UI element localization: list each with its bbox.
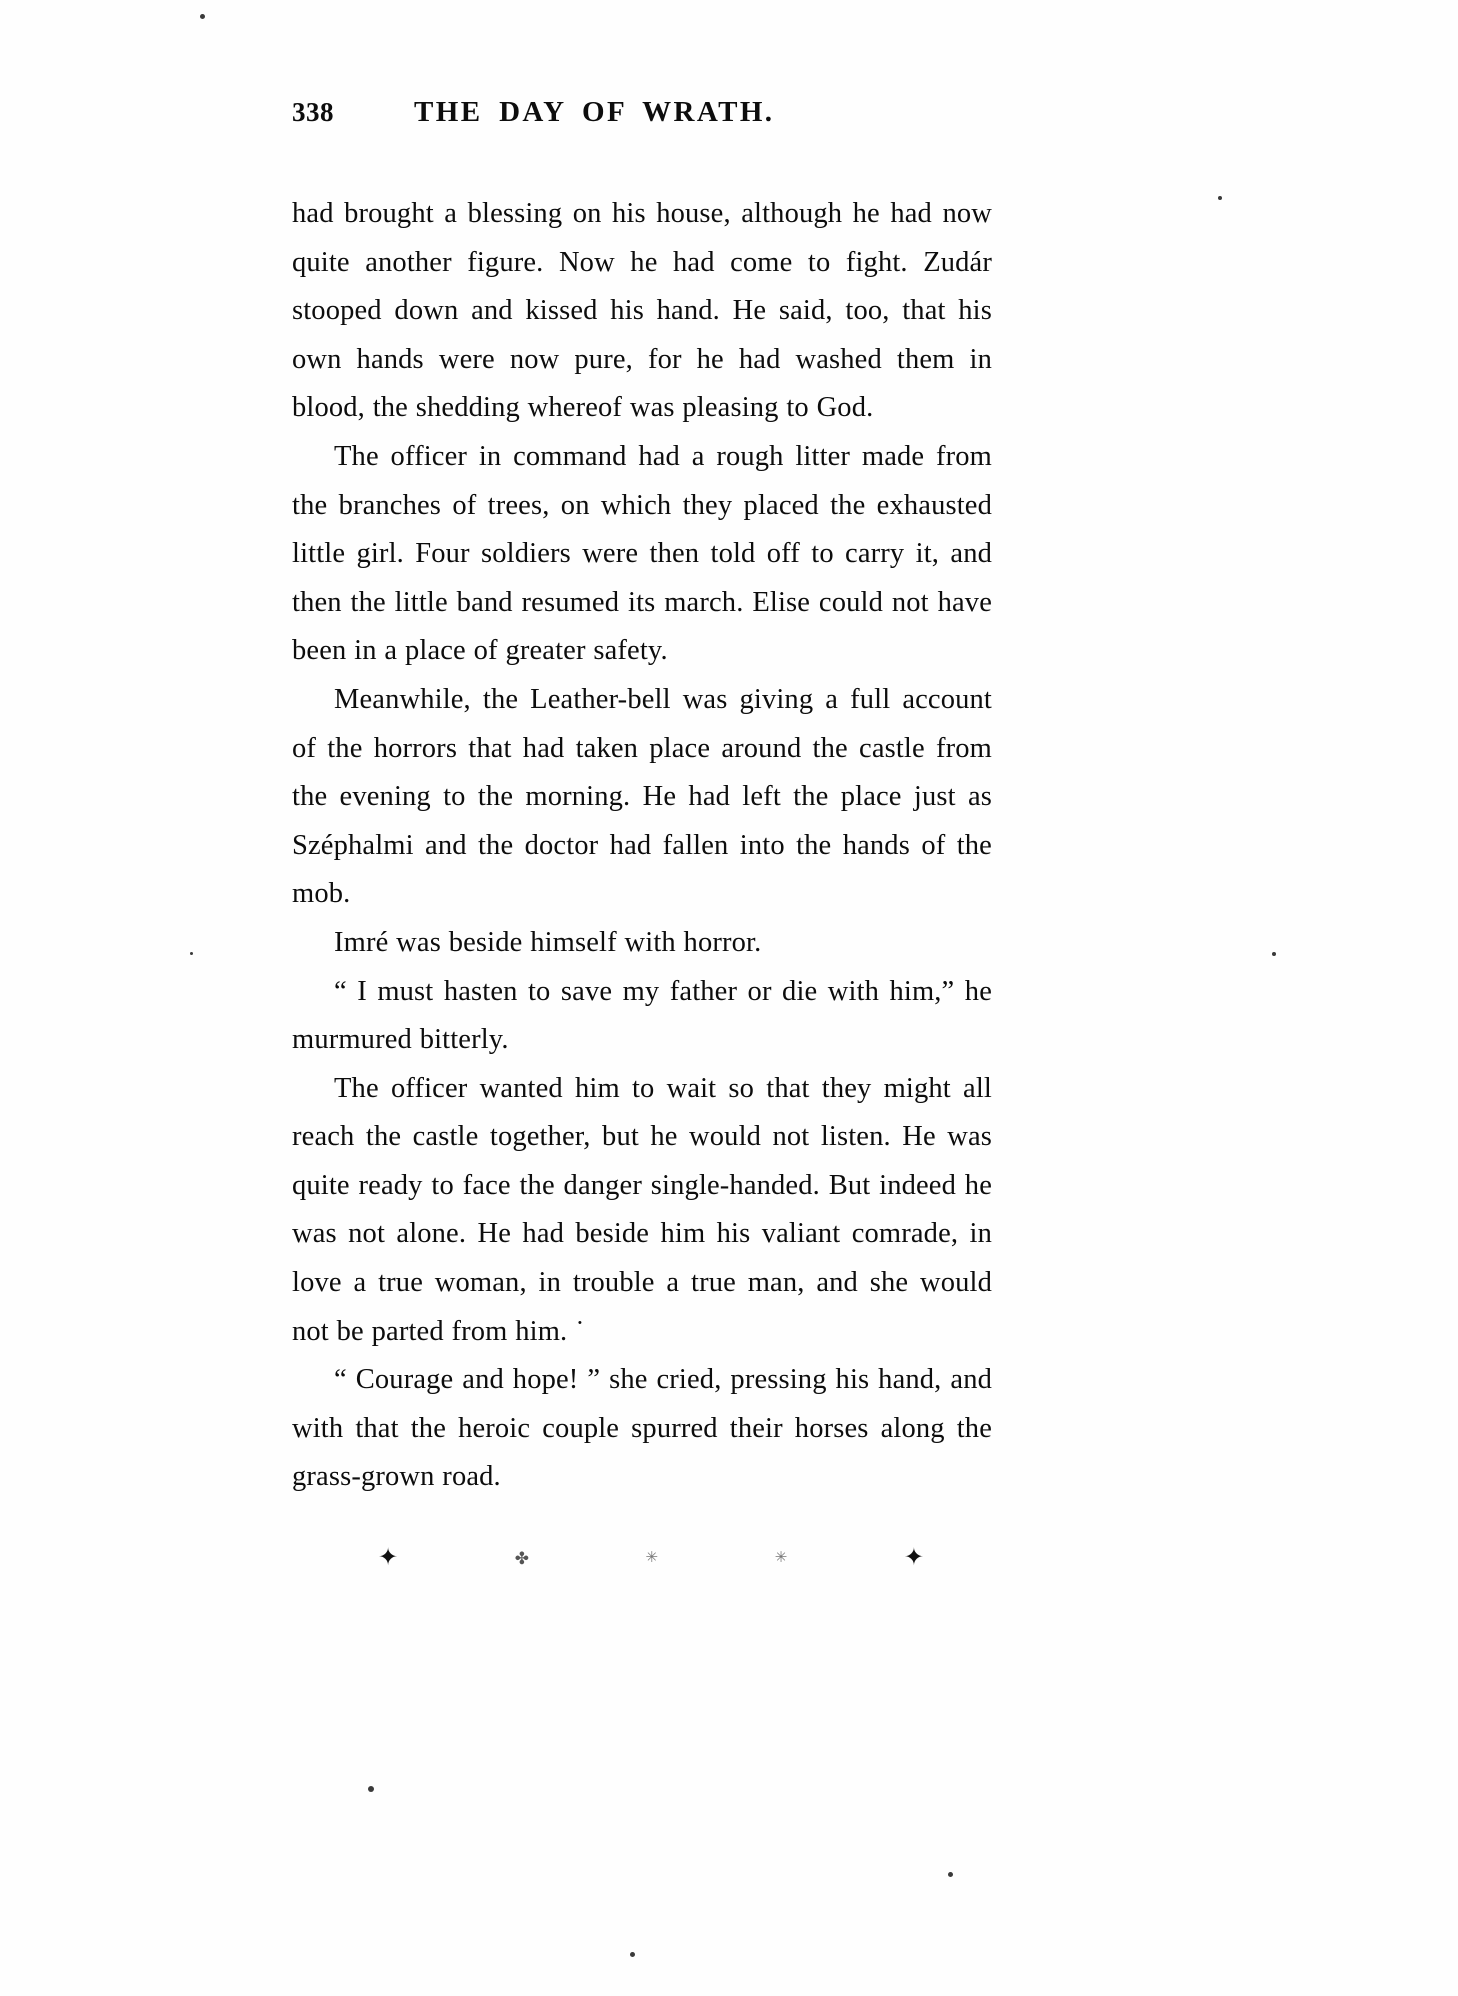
ornament-glyph: ✦ <box>903 1545 924 1572</box>
paper-speck <box>190 952 193 955</box>
paragraph: The officer in command had a rough litter made from the branches of trees, on which they placed the exhausted little girl. Four soldiers were then told off to carry it, and then the little band resumed its march. Elise could not have been in a place of greater safety. <box>292 440 992 667</box>
paper-speck <box>368 1786 374 1792</box>
paragraph: “ Courage and hope! ” she cried, pressing his hand, and with that the heroic couple spurred their horses along the grass-grown road. <box>292 1364 992 1493</box>
paragraph: had brought a blessing on his house, although he had now quite another figure. Now he had come to fight. Zudár stooped down and kissed his hand. He said, too, that his own hands were now pure, for he had washed them in blood, the shedding whereof was pleasing to God. <box>292 198 992 424</box>
paper-speck <box>200 14 205 19</box>
paragraph: “ I must hasten to save my father or die with him,” he murmured bitterly. <box>292 975 992 1056</box>
paper-speck <box>948 1872 953 1877</box>
paragraph: The officer wanted him to wait so that they might all reach the castle together, but he would not listen. He was quite ready to face the danger single-handed. But indeed he was not alone. He had beside him his valiant comrade, in love a true woman, in trouble a true man, and she would not be parted from him. ˙ <box>292 1072 992 1347</box>
body-text <box>292 190 992 1502</box>
ornament-glyph: ✳ <box>774 1549 788 1566</box>
scene-break-ornament <box>292 1546 992 1570</box>
paper-speck <box>1272 952 1276 956</box>
running-head: THE DAY OF WRATH. <box>414 96 775 128</box>
ornament-glyph: ✤ <box>514 1548 529 1568</box>
ornament-glyph: ✦ <box>378 1545 399 1572</box>
paper-speck <box>1218 196 1222 200</box>
paper-speck <box>630 1952 635 1957</box>
ornament-glyph: ✳ <box>645 1549 659 1566</box>
paragraph: Imré was beside himself with horror. <box>334 926 762 958</box>
page-number: 338 <box>292 97 334 127</box>
paragraph: Meanwhile, the Leather-bell was giving a full account of the horrors that had taken place around the castle from the evening to the morning. He had left the place just as Széphalmi and the doctor had fallen into the hands of the mob. <box>292 683 992 910</box>
page-header <box>292 96 992 152</box>
page-content <box>292 96 992 1570</box>
